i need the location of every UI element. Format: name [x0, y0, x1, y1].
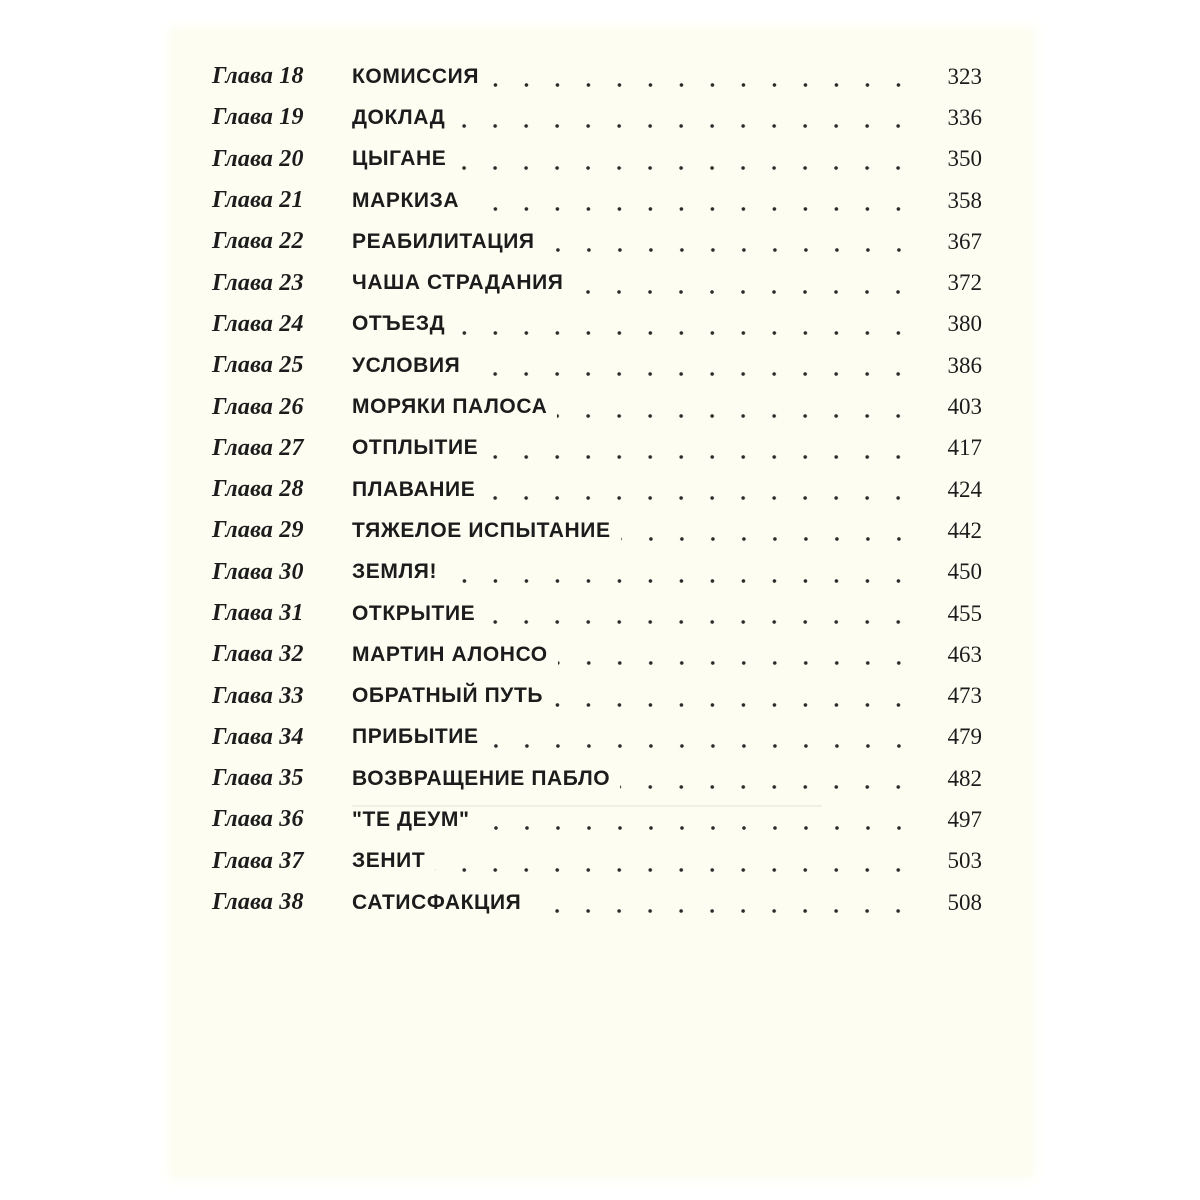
page-number: 380: [947, 311, 982, 337]
page-number: 479: [947, 724, 982, 750]
toc-entry: [212, 510, 982, 551]
dot-leader: [573, 263, 914, 304]
chapter-number: Глава 24: [212, 310, 304, 337]
dot-leader: [558, 634, 914, 675]
toc-entry: [212, 262, 982, 303]
chapter-number: Глава 37: [212, 847, 304, 874]
chapter-title: ОТЪЕЗД: [352, 312, 455, 336]
chapter-number: Глава 19: [212, 104, 304, 131]
chapter-title: ДОКЛАД: [352, 106, 455, 130]
dot-leader: [470, 345, 914, 386]
dot-leader: [489, 56, 914, 97]
toc-entry: [212, 552, 982, 593]
dot-leader: [553, 676, 914, 717]
chapter-number: Глава 31: [212, 600, 304, 626]
dot-leader: [469, 180, 914, 221]
toc-entry: [212, 882, 982, 923]
chapter-title: РЕАБИЛИТАЦИЯ: [352, 230, 545, 254]
toc-entry: [212, 56, 982, 97]
chapter-number: Глава 30: [212, 558, 304, 585]
dot-leader: [485, 593, 914, 634]
chapter-number: Глава 38: [212, 889, 304, 916]
chapter-title: МАРКИЗА: [352, 189, 469, 213]
chapter-number: Глава 33: [212, 682, 304, 709]
page-number: 508: [947, 889, 982, 915]
page-number: 367: [947, 228, 982, 254]
chapter-number: Глава 25: [212, 352, 304, 379]
page-number: 497: [947, 806, 982, 832]
chapter-number: Глава 18: [212, 63, 304, 90]
table-of-contents: [212, 56, 982, 923]
chapter-title: ПЛАВАНИЕ: [352, 478, 485, 502]
chapter-number: Глава 22: [212, 228, 304, 255]
chapter-number: Глава 21: [212, 187, 304, 214]
toc-entry: [212, 717, 982, 758]
chapter-title: МОРЯКИ ПАЛОСА: [352, 395, 557, 419]
chapter-number: Глава 20: [212, 145, 304, 172]
dot-leader: [455, 97, 914, 138]
page-number: 323: [947, 63, 982, 89]
page-number: 372: [947, 270, 982, 296]
chapter-number: Глава 23: [212, 269, 304, 296]
toc-entry: [212, 469, 982, 510]
toc-entry: [212, 675, 982, 716]
chapter-title: ЗЕНИТ: [352, 849, 435, 873]
page-number: 442: [947, 517, 982, 543]
dot-leader: [489, 717, 914, 758]
chapter-title: ТЯЖЕЛОЕ ИСПЫТАНИЕ: [352, 519, 621, 543]
chapter-number: Глава 32: [212, 641, 304, 668]
chapter-title: ПРИБЫТИЕ: [352, 725, 489, 749]
chapter-number: Глава 36: [212, 806, 304, 833]
toc-entry: [212, 386, 982, 427]
page-number: 336: [947, 104, 982, 130]
chapter-title: ЧАША СТРАДАНИЯ: [352, 271, 573, 295]
toc-entry: [212, 593, 982, 634]
dot-leader: [485, 469, 914, 510]
page-number: 386: [947, 352, 982, 378]
page-number: 358: [947, 187, 982, 213]
chapter-number: Глава 35: [212, 765, 304, 792]
chapter-title: ОБРАТНЫЙ ПУТЬ: [352, 684, 553, 708]
dot-leader: [455, 304, 914, 345]
toc-entry: [212, 139, 982, 180]
page-number: 417: [947, 435, 982, 461]
toc-entry: [212, 221, 982, 262]
page-number: 424: [947, 476, 982, 502]
dot-leader: [447, 552, 914, 593]
chapter-title: ОТКРЫТИЕ: [352, 602, 485, 626]
dot-leader: [621, 510, 914, 551]
page-number: 473: [947, 683, 982, 709]
chapter-number: Глава 27: [212, 434, 304, 461]
dot-leader: [545, 221, 914, 262]
toc-entry: [212, 634, 982, 675]
page-number: 503: [947, 848, 982, 874]
page-number: 350: [947, 146, 982, 172]
toc-entry: [212, 304, 982, 345]
toc-entry: [212, 97, 982, 138]
chapter-number: Глава 28: [212, 476, 304, 503]
chapter-title: САТИСФАКЦИЯ: [352, 891, 531, 915]
chapter-title: ОТПЛЫТИЕ: [352, 436, 488, 460]
chapter-title: УСЛОВИЯ: [352, 354, 470, 378]
book-page: [172, 30, 1032, 1176]
page-number: 463: [947, 641, 982, 667]
page-number: 403: [947, 394, 982, 420]
chapter-title: ЦЫГАНЕ: [352, 147, 456, 171]
toc-entry: [212, 428, 982, 469]
chapter-title: "ТЕ ДЕУМ": [352, 808, 480, 832]
dot-leader: [620, 758, 914, 799]
chapter-title: ВОЗВРАЩЕНИЕ ПАБЛО: [352, 767, 620, 791]
page-number: 482: [947, 765, 982, 791]
page-number: 450: [947, 559, 982, 585]
chapter-title: МАРТИН АЛОНСО: [352, 643, 558, 667]
chapter-title: КОМИССИЯ: [352, 65, 489, 89]
toc-entry: [212, 841, 982, 882]
chapter-number: Глава 26: [212, 393, 304, 420]
dot-leader: [557, 387, 914, 428]
toc-entry: [212, 758, 982, 799]
chapter-number: Глава 29: [212, 517, 304, 544]
dot-leader: [435, 841, 914, 882]
dot-leader: [488, 428, 914, 469]
dot-leader: [531, 882, 914, 923]
dot-leader: [456, 139, 914, 180]
chapter-number: Глава 34: [212, 723, 304, 750]
toc-entry: [212, 180, 982, 221]
page-number: 455: [947, 600, 982, 626]
paper-smudge: [352, 805, 822, 807]
toc-entry: [212, 345, 982, 386]
chapter-title: ЗЕМЛЯ!: [352, 560, 447, 584]
